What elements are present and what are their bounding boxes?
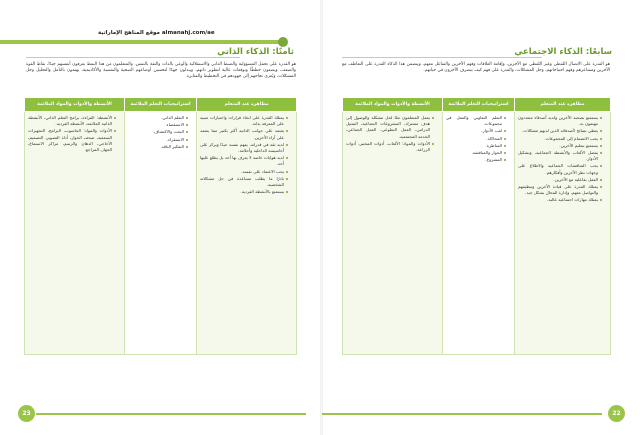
list-item: يعطي نصائح لأصدقائه الذين لديهم مشكلات. xyxy=(518,128,602,134)
page-number: 22 xyxy=(608,405,625,422)
header-bar xyxy=(0,40,286,44)
header-activities: الأنشطة والأدوات والمواد الملائمة xyxy=(343,98,443,112)
list-item: العمل بفاعلية مع الآخرين. xyxy=(518,177,602,183)
table-header-row xyxy=(343,98,611,112)
header-strategies: استراتيجيات التعلم الملائمة xyxy=(443,98,515,112)
list-item: الحوار والمناقشة. xyxy=(446,150,506,156)
title-underline xyxy=(26,57,240,58)
list-item: الأدوات والمواد: الألعاب، أدوات المختبر، أدوات الزراعة. xyxy=(346,141,434,153)
list-item: المشروع. xyxy=(446,157,506,163)
intelligence-table xyxy=(24,97,297,355)
table-header-row xyxy=(25,98,297,112)
list-item: لديه هوايات خاصة لا يعرف بها أحد بل يطلع عليها أحد. xyxy=(200,155,288,167)
list-item: يحب المناقشات الجماعية والاطلاع على وجهات نظر الآخرين وأفكارهم. xyxy=(518,163,602,175)
section-intro: هو القدرة على تحمل المسؤولية والضبط الذاتي والاستقلالية والوعي بالذات والثقة بالنفس. والمتعلمون من هذا النمط يعرفون أنفسهم جيدًا، نقاط القوة والضعف، ويضعون خططًا وتوقعات عالية لتطوير ذاتهم، ويبذلون جهدًا لتحسين أوضاعهم الصحية والنفسية والأكاديمية، يهتمون بالتأمل والتحليل وحل المشكلات، ويُعزى نجاحهم إلى جهودهم في التخطيط والمثابرة. xyxy=(26,62,296,79)
header-manifestations: مظاهره عند المتعلم xyxy=(515,98,611,112)
list-item: الاستقصاء. xyxy=(128,122,188,128)
list-item: البحث والاكتشاف. xyxy=(128,129,188,135)
page-number: 23 xyxy=(18,405,35,422)
header-manifestations: مظاهره عند المتعلم xyxy=(197,98,297,112)
list-item: الاستقراء. xyxy=(128,137,188,143)
site-logo-text[interactable]: almanahj.com/ae موقع المناهج الإماراتية xyxy=(98,30,215,36)
list-item: يحب الاعتماد على نفسه. xyxy=(200,169,288,175)
list-item: لعب الأدوار. xyxy=(446,128,506,134)
title-underline xyxy=(342,57,542,58)
list-item: يعمل المتعلمون معًا لحل مشكلة والوصول إلى هدف مشترك، المشروعات الجماعية، التمثيل الدرامي، العمل التطوعي، العمل الجماعي، الخدمة المجتمعية. xyxy=(346,115,434,140)
list-item: نادرًا ما يطلب مساعدة في حل مشكلاته الشخصية. xyxy=(200,176,288,188)
header-strategies: استراتيجيات التعلم الملائمة xyxy=(125,98,197,112)
cell-strategies xyxy=(443,112,515,355)
section-intro: هو القدرة على الاتصال اللفظي وغير اللفظي مع الآخرين، وإقامة العلاقات وفهم الآخرين والتفاعل معهم، ويتضمن هذا الذكاء القدرة على التعاطف مع الآخرين ومشاعرهم وفهم احتياجاتهم، وحل المشكلات، والقدرة على فهم كيف يتصرف الآخرون في حياتهم. xyxy=(342,62,610,73)
list-item: التعلم الذاتي. xyxy=(128,115,188,121)
list-item: يفضل الألعاب والأنشطة الجماعية، وتشكيل الأدوار. xyxy=(518,150,602,162)
list-item: الأدوات والمواد: الحاسوب، البرامج، التجهيزات السمعية، صحف الحوار، أداة التصوير، التصميم، الأحاجي، الدهان والرسم، مراكز الاستماع، الجهاز، المراجع. xyxy=(28,128,116,153)
list-item: يستمتع بالأنشطة الفردية. xyxy=(200,189,288,195)
list-item: المناظرة. xyxy=(446,143,506,149)
list-item: يستمتع بصحبة الآخرين ولديه أصدقاء متعددون مهتمون به. xyxy=(518,115,602,127)
list-item: الأنشطة: القراءة، برامج التعلم الذاتي، الأنشطة الذاتية الملائمة، الأنشطة الفردية. xyxy=(28,115,116,127)
cell-activities xyxy=(343,112,443,355)
cell-activities xyxy=(25,112,125,355)
list-item: يستمتع بتعليم الآخرين. xyxy=(518,143,602,149)
section-title: ثامنًا: الذكاء الذاتي xyxy=(217,47,294,57)
list-item: التفكير الناقد. xyxy=(128,144,188,150)
intelligence-table xyxy=(342,97,611,355)
cell-manifestations xyxy=(197,112,297,355)
section-title: سابعًا: الذكاء الاجتماعي xyxy=(514,47,612,57)
list-item: لديه ثقة في قدراته، يفهم نفسه جيدًا ويركز على أحاسيسه الداخلية وأحلامه. xyxy=(200,142,288,154)
list-item: يمتلك مهارات اجتماعية عالية. xyxy=(518,197,602,203)
list-item: يحب الانضمام إلى المجموعات. xyxy=(518,136,602,142)
list-item: يعتمد على جوانب الذاتية أكثر بكثير مما يعتمد على آراء الأخرين. xyxy=(200,128,288,140)
table-row xyxy=(25,112,297,355)
table-row xyxy=(343,112,611,355)
header-dot xyxy=(278,37,288,47)
list-item: يمتلك القدرة على اتخاذ قرارات واختيارات مبنية على المعرفة بذاته. xyxy=(200,115,288,127)
list-item: يمتلك القدرة على قيادة الآخرين وتنظيمهم والتواصل معهم، وإدارة المحال بشكل جيد. xyxy=(518,184,602,196)
list-item: التعلم التعاوني والعمل في مجموعات. xyxy=(446,115,506,127)
right-page xyxy=(322,0,640,435)
footer-line xyxy=(322,413,602,415)
header-activities: الأنشطة والأدوات والمواد الملائمة xyxy=(25,98,125,112)
footer-line xyxy=(36,413,306,415)
cell-strategies xyxy=(125,112,197,355)
cell-manifestations xyxy=(515,112,611,355)
list-item: المحاكاة. xyxy=(446,136,506,142)
